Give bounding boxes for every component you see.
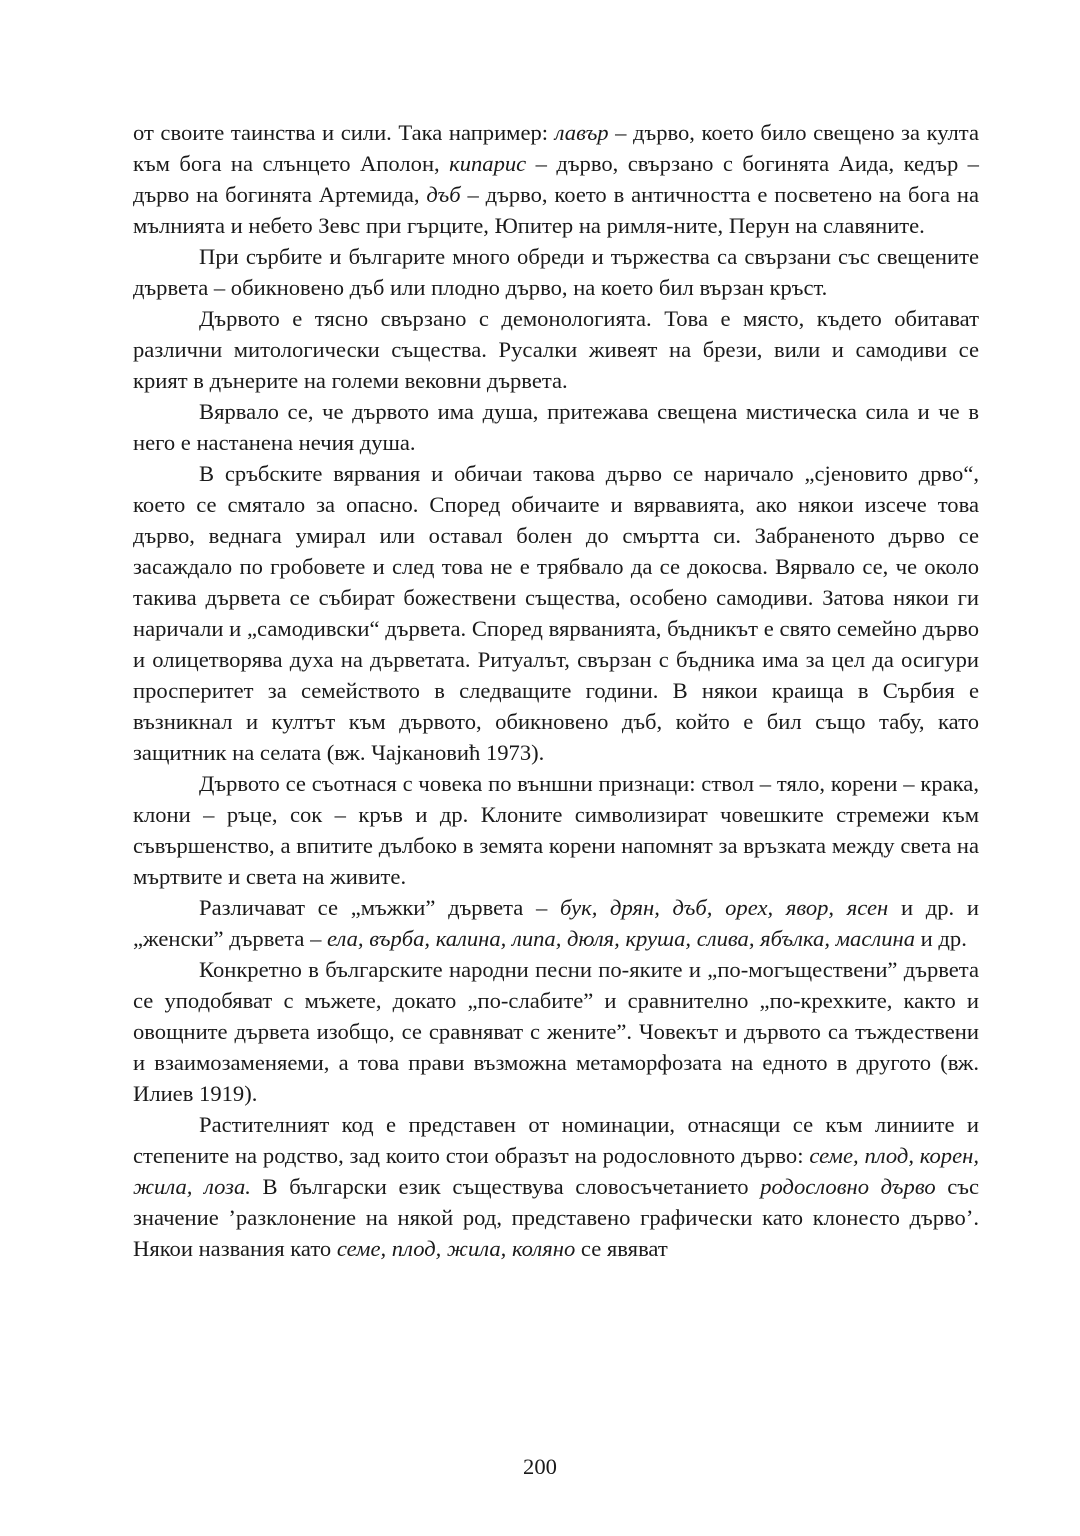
text-run: Растителният код е представен от номинации, отнасящи се към линиите и степените на родство, зад които стои образът на родословното дърво: <box>133 1112 979 1168</box>
italic-term: бук, дрян, дъб, орех, явор, ясен <box>560 895 889 920</box>
text-run: Конкретно в българските народни песни по-яките и „по-могъществени” дървета се уподобяват с мъжете, докато „по-слабите” и сравнително „по-крехките, както и овощните дървета изобщо, се сравняват с жените”. Човекът и дървото са тъждествени и взаимозаменяеми, а това прави възможна метаморфозата на едното в другото (вж. Илиев 1919). <box>133 957 979 1106</box>
text-run: от своите таинства и сили. Така например: <box>133 120 555 145</box>
text-run: и др. <box>915 926 967 951</box>
paragraph <box>133 892 979 954</box>
text-run: – дърво, което в античността е посветено на бога на мълнията и небето Зевс при гърците, Юпитер на римля-ните, Перун на славяните. <box>133 182 980 238</box>
italic-term: лавър <box>554 120 609 145</box>
body-text <box>133 117 979 1264</box>
italic-term: дъб <box>426 182 461 207</box>
italic-term: ела, върба, калина, липа, дюля, круша, слива, ябълка, маслина <box>327 926 916 951</box>
text-run: – дърво, свързано с богинята Аида, кедър – дърво на богинята Артемида, <box>133 151 979 207</box>
text-run: Дървото се съотнася с човека по външни признаци: ствол – тяло, корени – крака, клони – ръце, сок – кръв и др. Клоните символизират човешките стремежи към съвършенство, а впитите дълбоко в земята корени напомнят за връзката между света на мъртвите и света на живите. <box>133 771 979 889</box>
text-run: При сърбите и българите много обреди и тържества са свързани със свещените дървета – обикновено дъб или плодно дърво, на което бил вързан кръст. <box>133 244 979 300</box>
text-run: се явяват <box>575 1236 668 1261</box>
text-run: В сръбските вярвания и обичаи такова дърво се наричало „сјеновито дрво“, което се смятало за опасно. Според обичаите и вярвавията, ако някои изсече това дърво, веднага умирал или оставал болен до смъртта си. Забраненото дърво се засаждало по гробовете и след това не е трябвало да се докосва. Вярвало се, че около такива дървета се събират божествени същества, особено самодиви. Затова някои ги наричали и „самодивски“ дървета. Според вярванията, бъдникът е свято семейно дърво и олицетворява духа на дърветата. Ритуалът, свързан с бъдника има за цел да осигури просперитет за семейството в следващите години. В някои краища в Сърбия е възникнал и култът към дървото, обикновено дъб, който е бил също табу, като защитник на селата (вж. Чајкановић 1973). <box>133 461 979 765</box>
text-run: със значение ’разклонение на някой род, представено графически като клонесто дърво’. Някои названия като <box>133 1174 980 1261</box>
paragraph <box>133 241 979 303</box>
paragraph <box>133 954 979 1109</box>
text-run: В български език съществува словосъчетанието <box>250 1174 761 1199</box>
page-number: 200 <box>523 1454 557 1479</box>
text-run: Вярвало се, че дървото има душа, притежава свещена мистическа сила и че в него е настанена нечия душа. <box>133 399 979 455</box>
text-run: – дърво, което било свещено за култа към бога на слънцето Аполон, <box>133 120 979 176</box>
paragraph <box>133 117 979 241</box>
italic-term: кипарис <box>449 151 527 176</box>
paragraph <box>133 768 979 892</box>
italic-term: семе, плод, жила, коляно <box>336 1236 576 1261</box>
text-run: и др. и „женски” дървета – <box>133 895 979 951</box>
text-run: Дървото е тясно свързано с демонологията. Това е място, където обитават различни митологически същества. Русалки живеят на брези, вили и самодиви се крият в дънерите на големи вековни дървета. <box>133 306 979 393</box>
paragraph <box>133 303 979 396</box>
italic-term: семе, плод, корен, жила, лоза. <box>133 1143 979 1199</box>
italic-term: родословно дърво <box>760 1174 936 1199</box>
paragraph <box>133 458 979 768</box>
paragraph <box>133 1109 979 1264</box>
paragraph <box>133 396 979 458</box>
text-run: Различават се „мъжки” дървета – <box>199 895 561 920</box>
